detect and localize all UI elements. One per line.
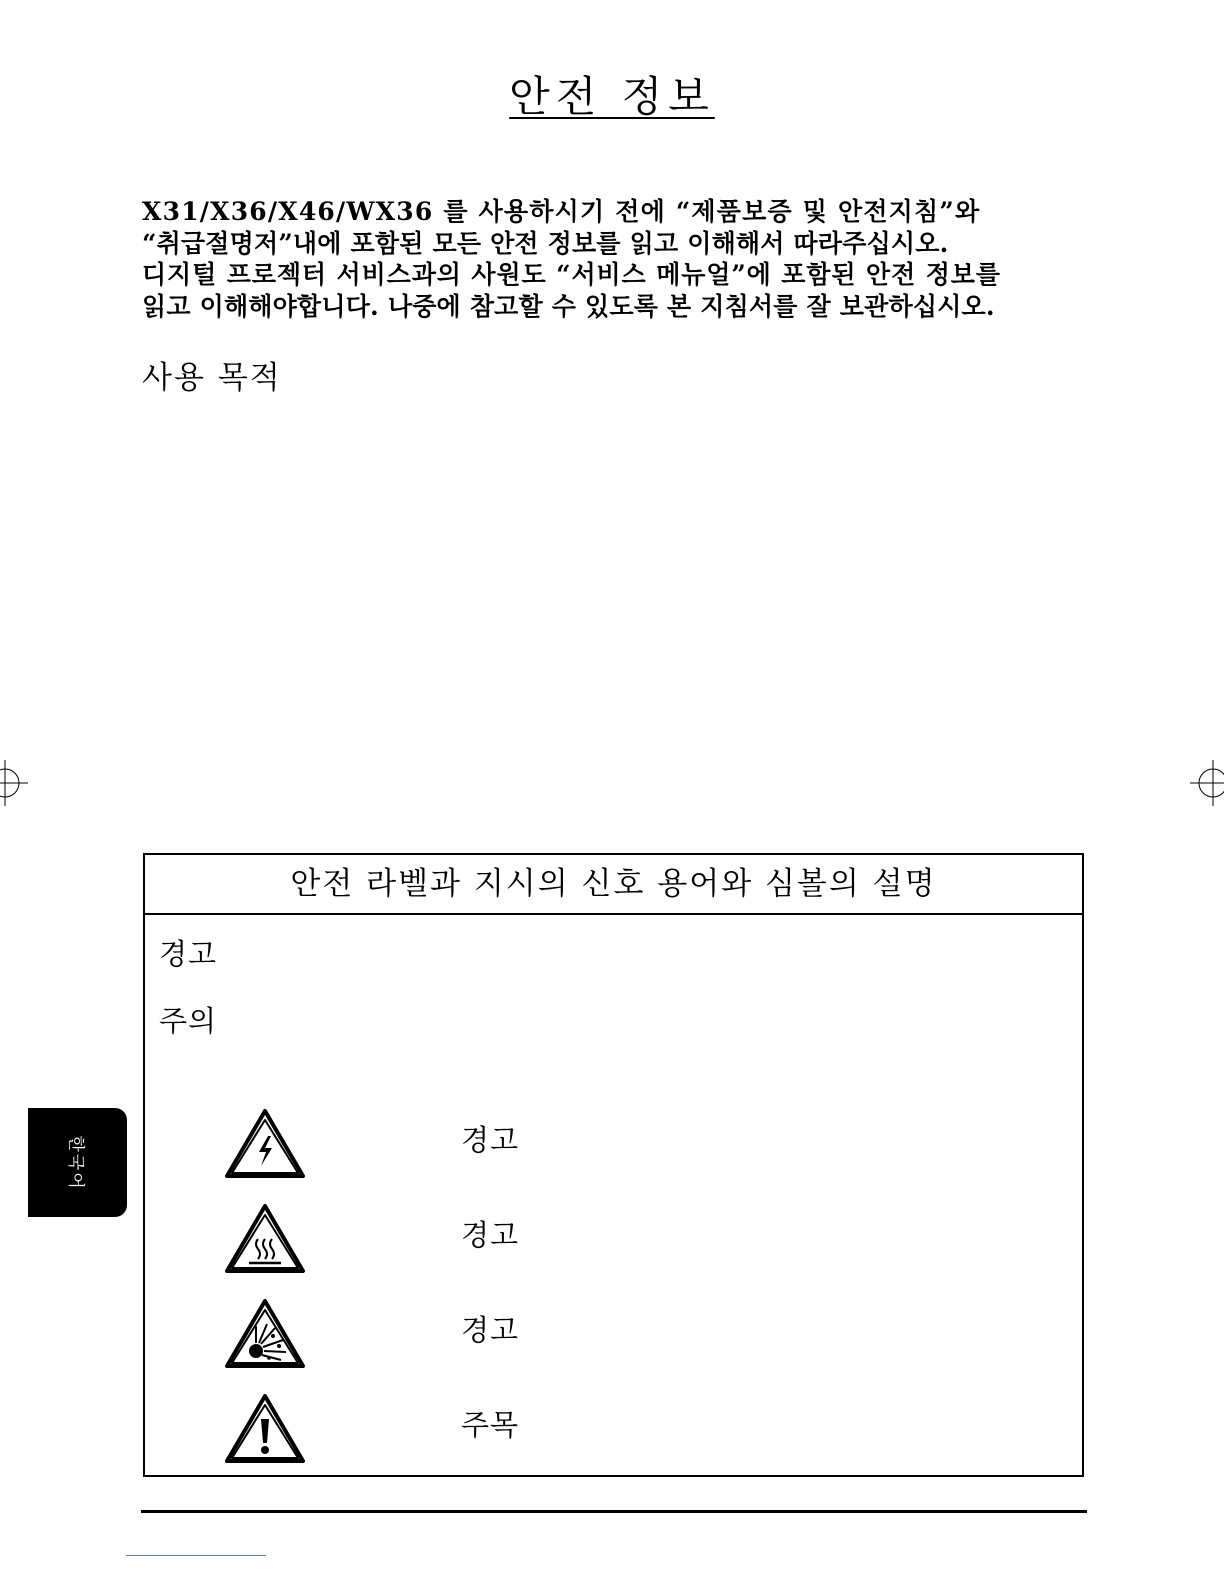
symbol-label: 경고 [461,1313,520,1347]
intro-line: X31/X36/X46/WX36 를 사용하시기 전에 “제품보증 및 안전지침”와 [142,197,981,226]
language-side-tab [28,1108,127,1217]
registration-mark-icon [0,760,28,806]
bottom-rule [141,1510,1087,1513]
symbol-row [223,1296,623,1372]
side-tab-label: 한국어 [65,1134,85,1191]
symbol-row [223,1201,623,1277]
section-heading: 사용 목적 [142,360,282,396]
intro-line: “취급절명저”내에 포함된 모든 안전 정보를 읽고 이해해서 따라주십시오. [142,228,949,258]
symbol-label: 경고 [461,1218,520,1252]
intro-paragraph [142,196,1092,322]
symbol-label: 경고 [461,1123,520,1157]
explosion-warning-icon [223,1296,307,1370]
corner-line [126,1555,266,1556]
symbol-label: 주목 [461,1408,520,1442]
symbol-row [223,1106,623,1182]
term-caution: 주의 [159,1004,218,1038]
hot-surface-warning-icon [223,1201,307,1275]
exclamation-caution-icon [223,1391,307,1465]
intro-line: 디지털 프로젝터 서비스과의 사원도 “서비스 메뉴얼”에 포함된 안전 정보를 [142,260,1001,289]
intro-line: 읽고 이해해야합니다. 나중에 참고할 수 있도록 본 지침서를 잘 보관하십시오. [142,291,995,321]
electric-shock-warning-icon [223,1106,307,1180]
registration-mark-icon [1190,760,1224,806]
safety-symbols-box [143,853,1084,1477]
symbol-row [223,1391,623,1467]
term-warning: 경고 [159,937,218,971]
page-title: 안전 정보 [509,72,715,121]
box-header: 안전 라벨과 지시의 신호 용어와 심볼의 설명 [145,855,1082,915]
